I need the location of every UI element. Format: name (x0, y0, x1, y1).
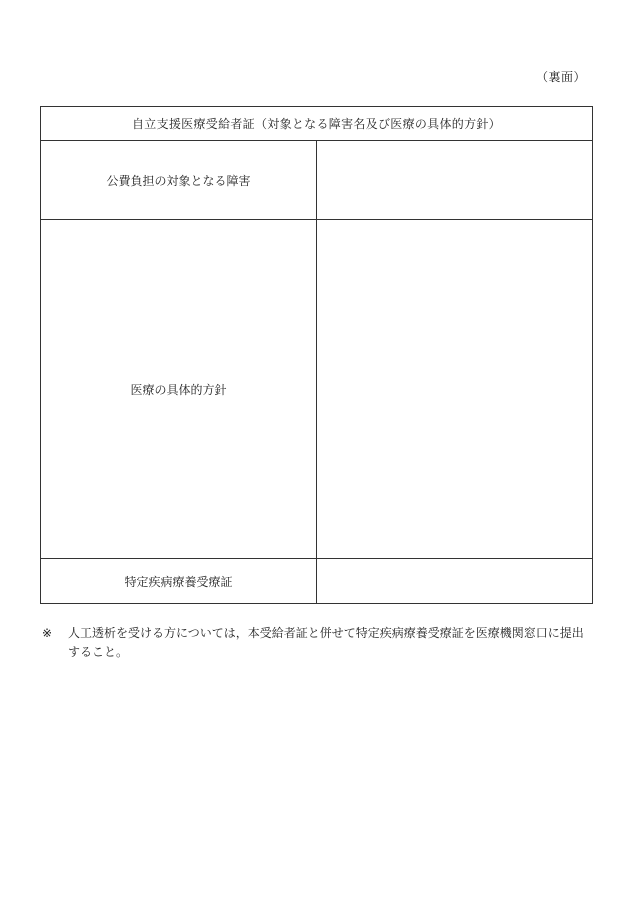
treatment-policy-value-cell[interactable] (317, 220, 593, 559)
specific-disease-certificate-value-cell[interactable] (317, 559, 593, 604)
specific-disease-certificate-label: 特定疾病療養受療証 (41, 559, 317, 604)
disability-value-cell[interactable] (317, 141, 593, 220)
table-row (41, 559, 593, 604)
certificate-table (40, 106, 593, 604)
footnote (42, 624, 592, 662)
disability-label: 公費負担の対象となる障害 (41, 141, 317, 220)
page-side-label: （裏面） (535, 70, 586, 84)
treatment-policy-label: 医療の具体的方針 (41, 220, 317, 559)
table-title: 自立支援医療受給者証（対象となる障害名及び医療の具体的方針） (41, 107, 593, 141)
note-text: 人工透析を受ける方については，本受給者証と併せて特定疾病療養受療証を医療機関窓口に提出すること。 (68, 626, 584, 659)
table-row (41, 141, 593, 220)
table-title-row (41, 107, 593, 141)
table-row (41, 220, 593, 559)
note-mark: ※ (42, 626, 53, 640)
